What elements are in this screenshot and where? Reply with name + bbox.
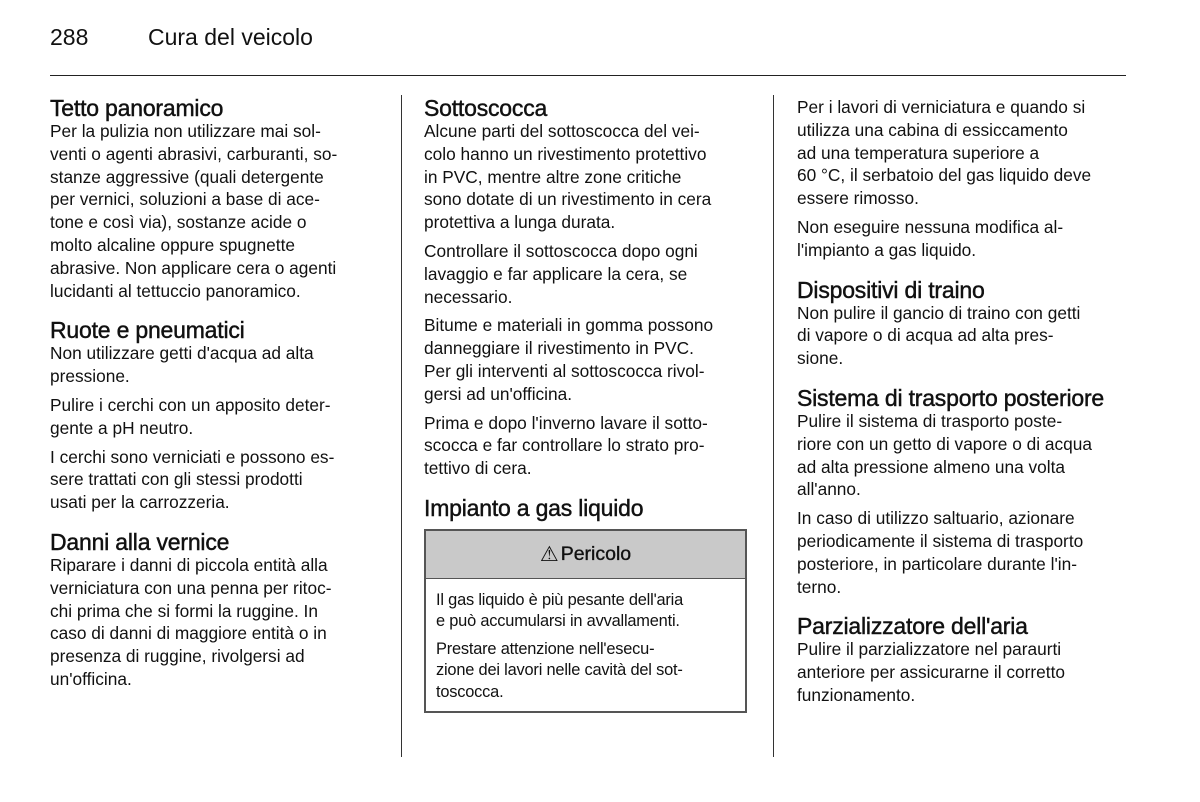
heading-danni-vernice: Danni alla vernice bbox=[50, 528, 230, 555]
column-left bbox=[50, 96, 385, 691]
warning-title: Pericolo bbox=[560, 542, 632, 565]
heading-parzializzatore: Parzializzatore dell'aria bbox=[797, 613, 1028, 640]
section-parzializzatore bbox=[797, 614, 1127, 706]
warning-header bbox=[426, 531, 745, 579]
paragraph: Per i lavori di verniciatura e quando si utilizza una cabina di essiccamento ad una temperatura superiore a 60 °C, il serbatoio del gas liquido deve essere rimosso. bbox=[797, 97, 1092, 209]
section-sottoscocca bbox=[424, 96, 756, 480]
paragraph: Per la pulizia non utilizzare mai sol- venti o agenti abrasivi, carburanti, so- stanze aggressive (quali detergente per vernici, soluzioni a base di ace- tone e così via), sostanze acide o molto alcaline oppure spugnette abrasive. Non applicare cera o agenti lucidanti al tettuccio panoramico. bbox=[50, 121, 338, 301]
section-sistema-trasporto bbox=[797, 386, 1127, 598]
paragraph: Controllare il sottoscocca dopo ogni lavaggio e far applicare la cera, se necessario. bbox=[424, 240, 698, 307]
paragraph: Non utilizzare getti d'acqua ad alta pressione. bbox=[50, 343, 314, 387]
warning-text: Prestare attenzione nell'esecu- zione dei lavori nelle cavità del sot- toscocca. bbox=[436, 639, 683, 701]
warning-text: Il gas liquido è più pesante dell'aria e può accumularsi in avvallamenti. bbox=[436, 590, 684, 631]
section-impianto-gas bbox=[424, 496, 756, 714]
heading-dispositivi-traino: Dispositivi di traino bbox=[797, 276, 985, 303]
section-gas-intro bbox=[797, 96, 1127, 262]
paragraph: In caso di utilizzo saltuario, azionare periodicamente il sistema di trasporto posteriore, in particolare durante l'in- terno. bbox=[797, 508, 1084, 597]
heading-impianto-gas: Impianto a gas liquido bbox=[424, 494, 644, 521]
paragraph: Riparare i danni di piccola entità alla verniciatura con una penna per ritoc- chi prima che si formi la ruggine. In caso di danni di maggiore entità o in presenza di ruggine, rivolgersi ad un'officina. bbox=[50, 554, 332, 689]
section-dispositivi-traino bbox=[797, 278, 1127, 370]
section-tetto-panoramico bbox=[50, 96, 385, 302]
paragraph: Non eseguire nessuna modifica al- l'impianto a gas liquido. bbox=[797, 216, 1064, 260]
paragraph: Non pulire il gancio di traino con getti di vapore o di acqua ad alta pres- sione. bbox=[797, 302, 1081, 369]
paragraph: Pulire il parzializzatore nel paraurti anteriore per assicurarne il corretto funzionamento. bbox=[797, 639, 1065, 705]
paragraph: Pulire i cerchi con un apposito deter- gente a pH neutro. bbox=[50, 394, 331, 438]
header-rule bbox=[50, 75, 1126, 76]
warning-body bbox=[426, 579, 745, 712]
page-number: 288 bbox=[50, 24, 89, 50]
paragraph: Prima e dopo l'inverno lavare il sotto- scocca e far controllare lo strato pro- tettivo di cera. bbox=[424, 412, 708, 479]
paragraph: Bitume e materiali in gomma possono danneggiare il rivestimento in PVC. Per gli interventi al sottoscocca rivol- gersi ad un'officina. bbox=[424, 315, 714, 404]
heading-ruote-pneumatici: Ruote e pneumatici bbox=[50, 317, 245, 344]
paragraph: Pulire il sistema di trasporto poste- riore con un getto di vapore o di acqua ad alta pressione almeno una volta all'anno. bbox=[797, 410, 1092, 500]
heading-sistema-trasporto: Sistema di trasporto posteriore bbox=[797, 384, 1104, 411]
warning-triangle-icon: ⚠ bbox=[539, 542, 559, 566]
column-divider-2 bbox=[773, 95, 774, 757]
heading-sottoscocca: Sottoscocca bbox=[424, 95, 548, 121]
paragraph: Alcune parti del sottoscocca del vei- colo hanno un rivestimento protettivo in PVC, mentre altre zone critiche sono dotate di un rivestimento in cera protettiva a lunga durata. bbox=[424, 121, 712, 233]
column-middle bbox=[424, 96, 756, 713]
column-right bbox=[797, 96, 1127, 707]
paragraph: I cerchi sono verniciati e possono es- sere trattati con gli stessi prodotti usati per la carrozzeria. bbox=[50, 446, 335, 513]
warning-box bbox=[424, 529, 747, 714]
page-title: Cura del veicolo bbox=[148, 24, 313, 50]
section-ruote-pneumatici bbox=[50, 318, 385, 514]
heading-tetto-panoramico: Tetto panoramico bbox=[50, 95, 224, 121]
column-divider-1 bbox=[401, 95, 402, 757]
section-danni-vernice bbox=[50, 530, 385, 691]
